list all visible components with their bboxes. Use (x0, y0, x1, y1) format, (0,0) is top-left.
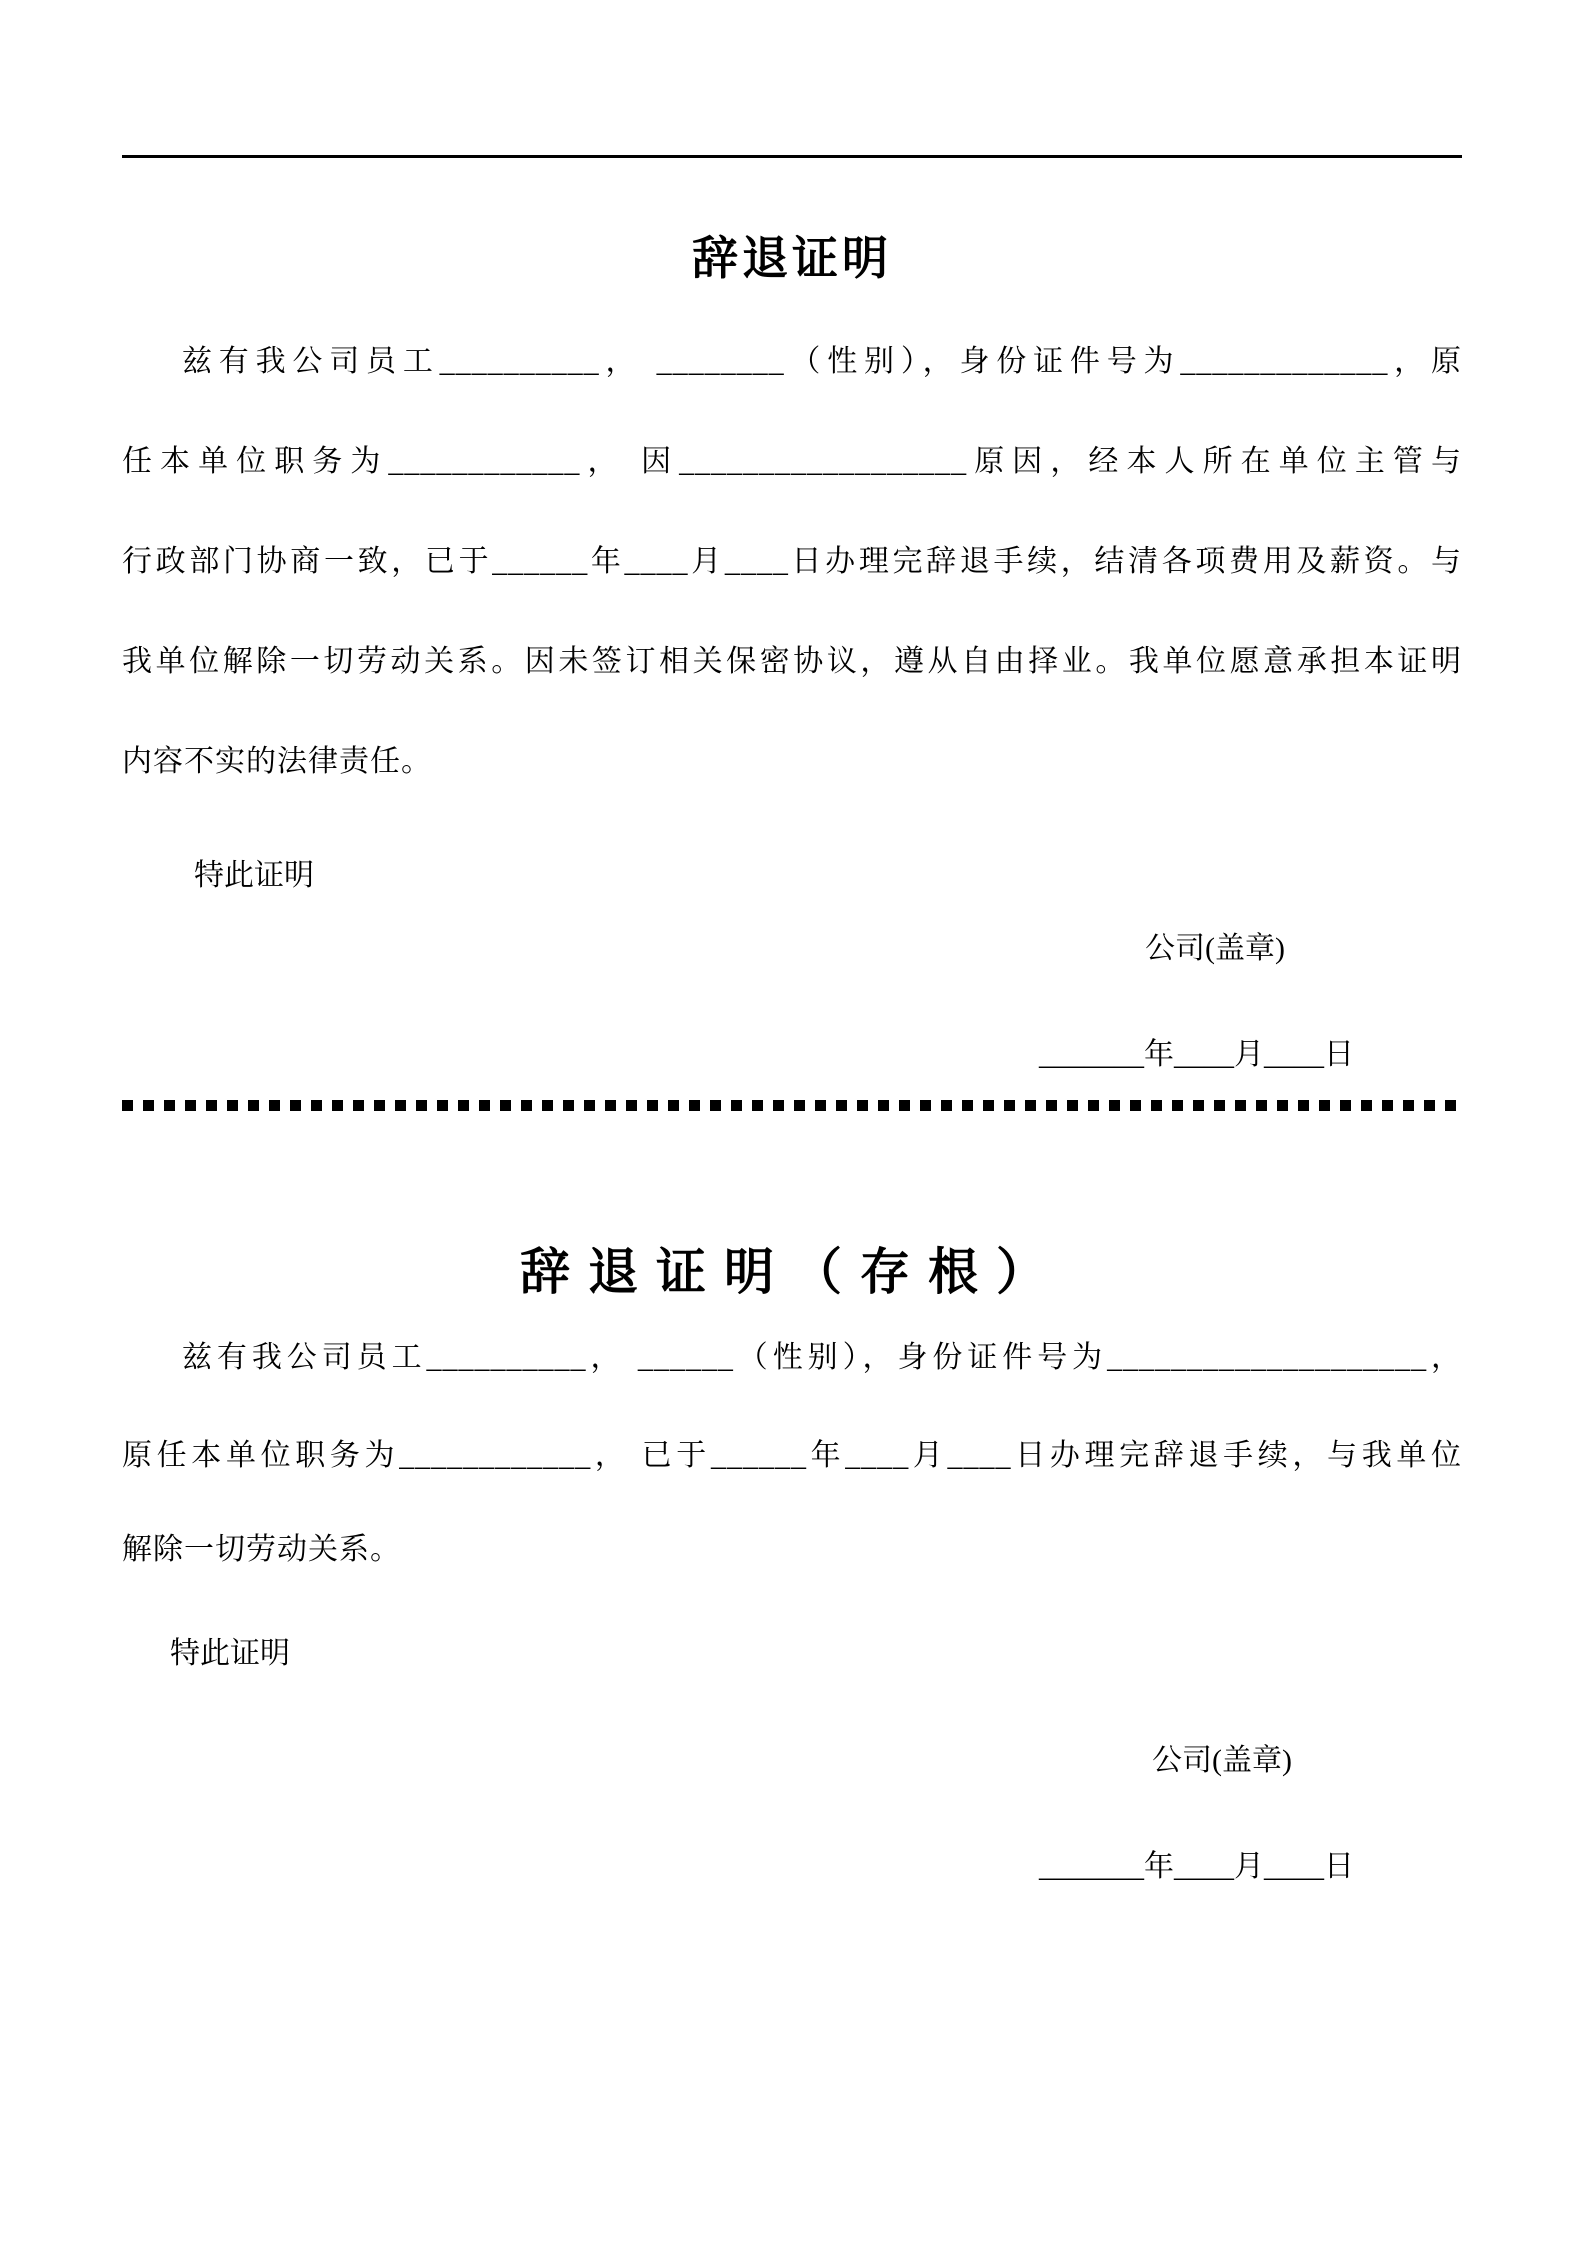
certificate-body-line-2: 任本单位职务为____________， 因__________________原因，经本人所在单位主管与 (122, 445, 1462, 478)
header-rule (122, 155, 1462, 158)
stub-body-line-2: 原任本单位职务为____________， 已于______年____月____日办理完辞退手续，与我单位 (122, 1439, 1462, 1472)
stub-closing: 特此证明 (170, 1637, 290, 1670)
stub-body-line-3: 解除一切劳动关系。 (122, 1533, 401, 1566)
stub-title: 辞退证明（存根） (520, 1244, 1064, 1300)
certificate-company-seal-label: 公司(盖章) (1145, 932, 1285, 965)
section-divider-dotted-line (122, 1100, 1462, 1111)
certificate-closing: 特此证明 (194, 859, 314, 892)
certificate-body-line-4: 我单位解除一切劳动关系。因未签订相关保密协议，遵从自由择业。我单位愿意承担本证明 (122, 645, 1462, 678)
certificate-body-line-1: 兹有我公司员工__________， ________（性别），身份证件号为_____________，原 (182, 345, 1462, 378)
stub-body-line-1: 兹有我公司员工__________， ______（性别），身份证件号为____________________， (182, 1341, 1462, 1374)
certificate-title: 辞退证明 (692, 233, 892, 284)
stub-company-seal-label: 公司(盖章) (1152, 1744, 1292, 1777)
stub-date-line: _______年____月____日 (1039, 1850, 1354, 1883)
certificate-body-line-5: 内容不实的法律责任。 (122, 745, 432, 778)
certificate-body-line-3: 行政部门协商一致，已于______年____月____日办理完辞退手续，结清各项费用及薪资。与 (122, 545, 1462, 578)
certificate-date-line: _______年____月____日 (1039, 1038, 1354, 1071)
